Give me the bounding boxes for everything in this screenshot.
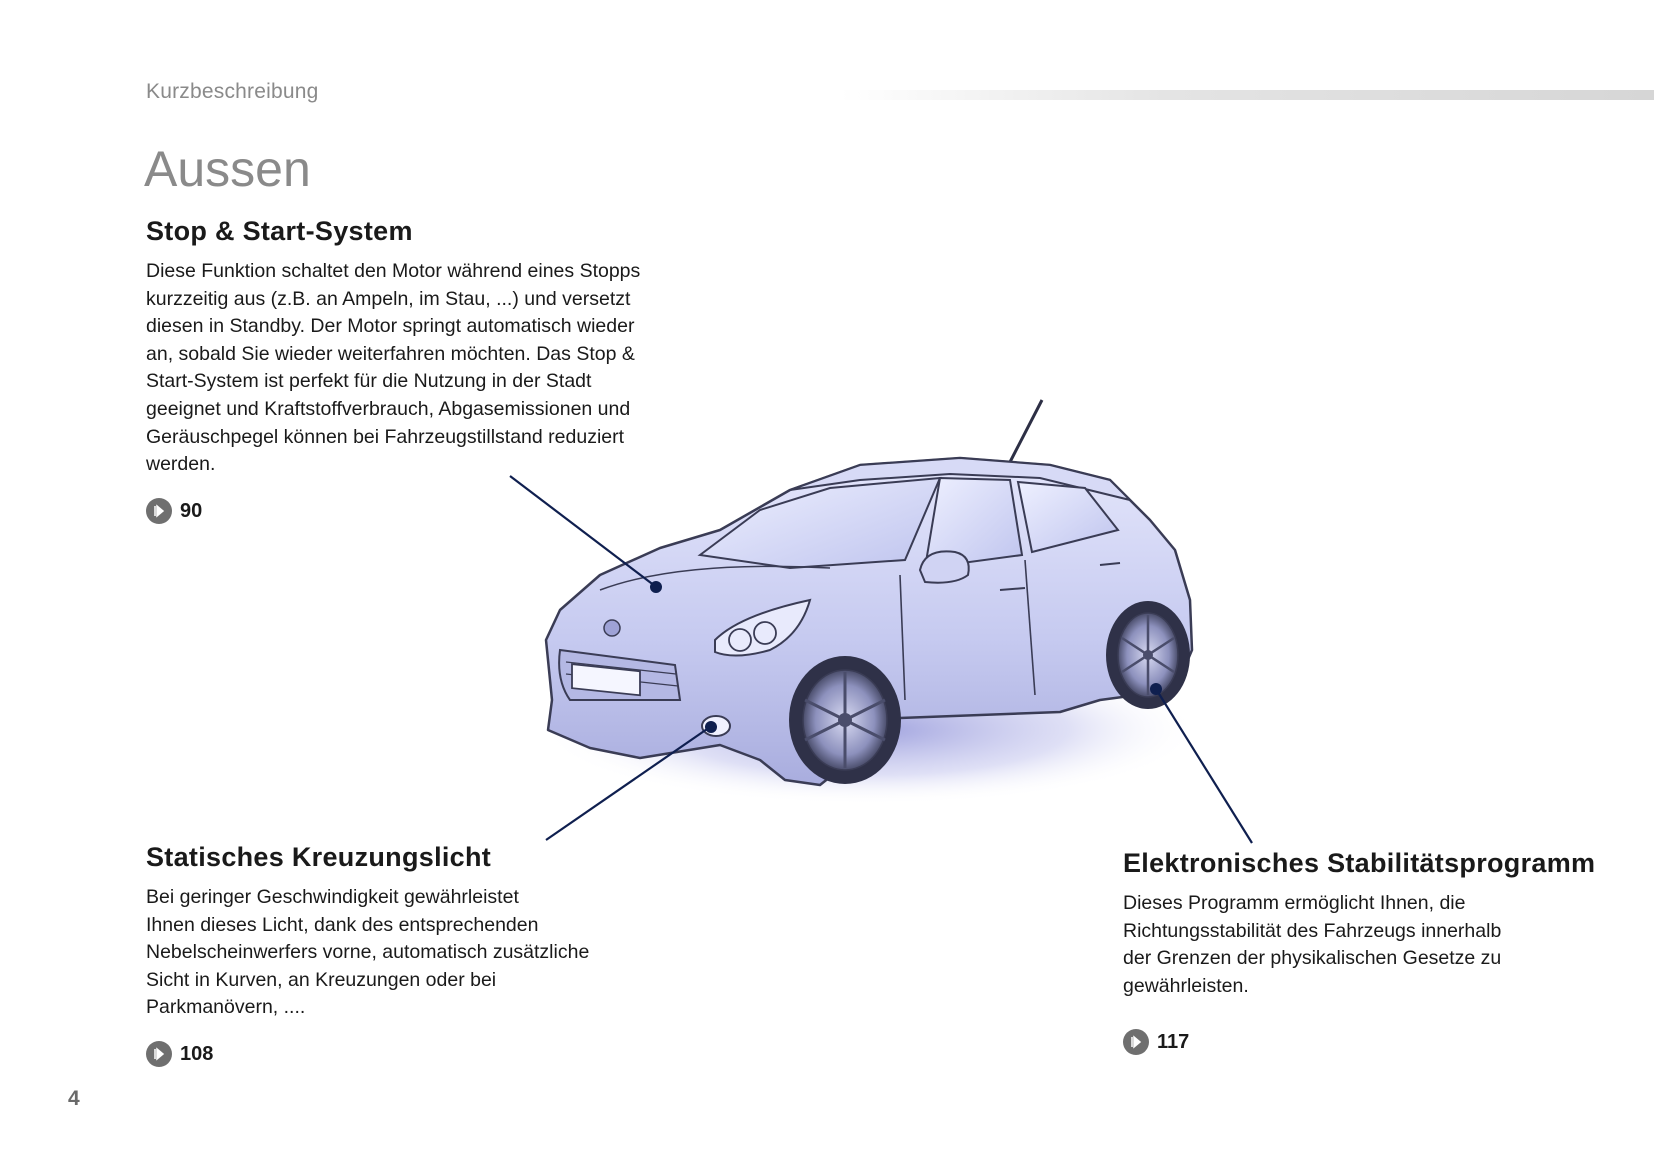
leader-line-esp bbox=[1156, 689, 1252, 843]
esp-page-ref[interactable] bbox=[1123, 1029, 1189, 1055]
leader-dot-stop-start bbox=[650, 581, 662, 593]
text-line: Bei geringer Geschwindigkeit gewährleistet bbox=[146, 886, 519, 908]
skip-forward-circle-icon bbox=[146, 498, 172, 524]
antenna bbox=[1010, 400, 1042, 462]
esp-heading: Elektronisches Stabilitätsprogramm bbox=[1123, 848, 1596, 878]
text-line: an, sobald Sie wieder weiterfahren möchten. Das Stop & bbox=[146, 342, 635, 365]
text-line: Diese Funktion schaltet den Motor während eines Stopps bbox=[146, 260, 641, 282]
page-ref-number: 117 bbox=[1157, 1030, 1190, 1053]
cornering-light-description bbox=[146, 884, 666, 1022]
text-line: diesen in Standby. Der Motor springt automatisch wieder bbox=[146, 315, 635, 338]
skip-forward-circle-icon bbox=[146, 1041, 172, 1067]
esp-description bbox=[1123, 890, 1623, 1000]
page-ref-number: 108 bbox=[180, 1042, 214, 1065]
text-line: gewährleisten. bbox=[1123, 974, 1249, 997]
leader-dot-cornering-light bbox=[705, 721, 717, 733]
leader-line-stop-start bbox=[510, 476, 655, 586]
side-mirror bbox=[920, 551, 969, 582]
running-header: Kurzbeschreibung bbox=[146, 80, 319, 103]
brand-logo bbox=[604, 620, 620, 636]
text-line: Geräuschpegel können bei Fahrzeugstillstand reduziert bbox=[146, 425, 625, 448]
text-line: der Grenzen der physikalischen Gesetze zu bbox=[1123, 947, 1502, 970]
page-title: Aussen bbox=[144, 141, 311, 197]
text-line: Richtungsstabilität des Fahrzeugs innerhalb bbox=[1123, 919, 1502, 942]
page-number: 4 bbox=[68, 1087, 80, 1110]
cornering-light-heading: Statisches Kreuzungslicht bbox=[146, 842, 492, 872]
text-line: kurzzeitig aus (z.B. an Ampeln, im Stau, ...) und versetzt bbox=[146, 287, 631, 310]
cornering-light-page-ref[interactable] bbox=[146, 1041, 213, 1067]
stop-start-heading: Stop & Start-System bbox=[146, 216, 413, 246]
text-line: Ihnen dieses Licht, dank des entsprechenden bbox=[146, 913, 539, 936]
skip-forward-circle-icon bbox=[1123, 1029, 1149, 1055]
text-line: Nebelscheinwerfers vorne, automatisch zusätzliche bbox=[146, 941, 590, 964]
leader-dot-esp bbox=[1150, 683, 1162, 695]
page-ref-number: 90 bbox=[180, 499, 203, 522]
front-wheel bbox=[789, 656, 901, 784]
stop-start-page-ref[interactable] bbox=[146, 498, 202, 524]
rear-wheel bbox=[1106, 601, 1190, 709]
text-line: Parkmanövern, .... bbox=[146, 996, 306, 1019]
text-line: werden. bbox=[146, 453, 216, 476]
text-line: Sicht in Kurven, an Kreuzungen oder bei bbox=[146, 968, 497, 991]
text-line: Dieses Programm ermöglicht Ihnen, die bbox=[1123, 892, 1466, 914]
text-line: geeignet und Kraftstoffverbrauch, Abgasemissionen und bbox=[146, 397, 631, 420]
stop-start-description bbox=[146, 258, 666, 479]
text-line: Start-System ist perfekt für die Nutzung in der Stadt bbox=[146, 370, 592, 393]
